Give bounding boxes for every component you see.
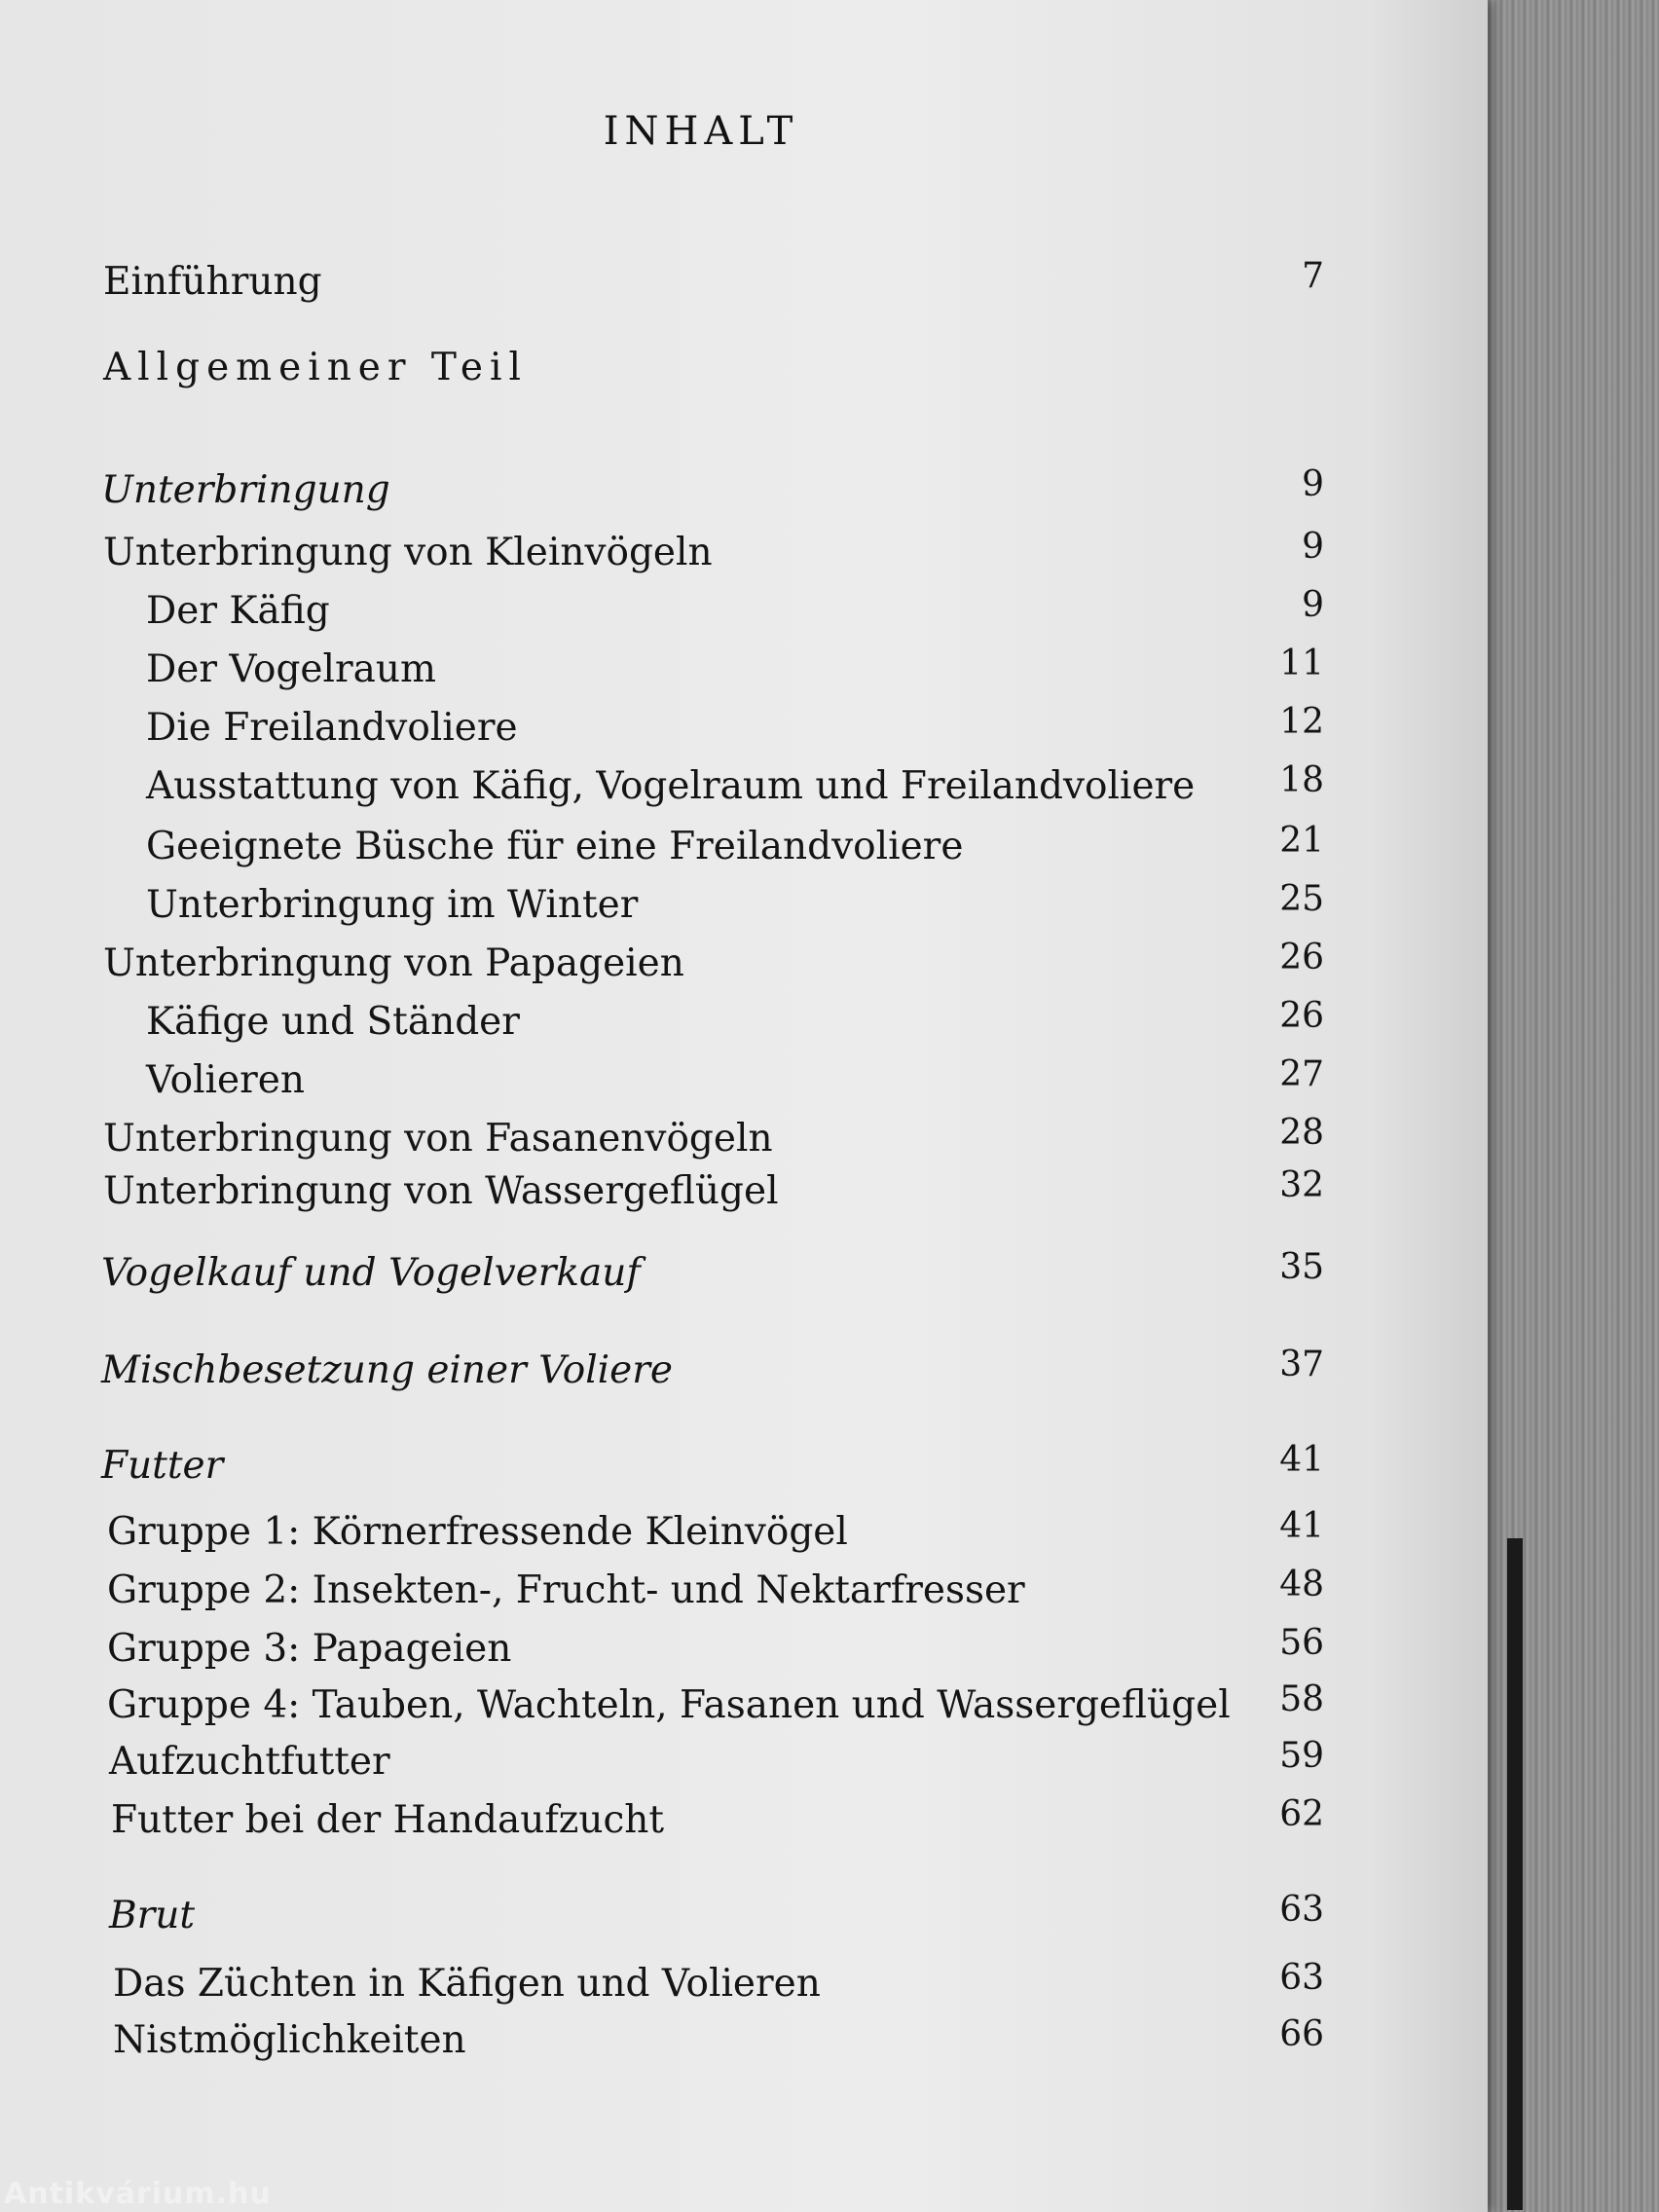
toc-entry-label: Einführung [103, 260, 322, 304]
toc-entry-page: 18 [1279, 760, 1324, 800]
toc-subentry [0, 878, 1324, 939]
toc-entry-page: 62 [1279, 1794, 1324, 1834]
toc-entry-label: Unterbringung von Wassergeflügel [103, 1169, 779, 1213]
toc-entry-label: Unterbringung von Papageien [103, 941, 684, 985]
toc-section-heading [0, 1246, 1324, 1307]
toc-entry [0, 1505, 1324, 1566]
toc-section-heading [0, 1889, 1324, 1949]
toc-entry-page: 48 [1279, 1565, 1324, 1604]
toc-entry [0, 255, 1324, 315]
toc-entry-label: Unterbringung [101, 468, 390, 512]
toc-entry-page: 58 [1279, 1679, 1324, 1719]
toc-entry-page: 32 [1279, 1165, 1324, 1205]
toc-entry-label: Das Züchten in Käfigen und Volieren [113, 1962, 821, 2006]
toc-entry-label: Unterbringung von Fasanenvögeln [103, 1117, 773, 1161]
toc-subentry [0, 584, 1324, 645]
page-title: INHALT [603, 109, 799, 154]
toc-entry-page: 27 [1279, 1054, 1324, 1094]
toc-entry [0, 1622, 1324, 1682]
toc-entry-page: 63 [1279, 1890, 1324, 1930]
toc-entry-label: Käfige und Ständer [146, 1000, 520, 1044]
toc-entry-page: 41 [1279, 1440, 1324, 1480]
toc-part-heading [0, 341, 1324, 401]
toc-entry-page: 7 [1302, 256, 1324, 296]
toc-entry [0, 1564, 1324, 1624]
toc-entry-label: Mischbesetzung einer Voliere [101, 1348, 673, 1392]
toc-entry [0, 1957, 1324, 2017]
book-spine-edge [1507, 1538, 1523, 2210]
toc-entry-label: Gruppe 1: Körnerfressende Kleinvögel [107, 1510, 848, 1554]
toc-entry-page: 56 [1279, 1623, 1324, 1663]
toc-entry-label: Gruppe 2: Insekten-, Frucht- und Nektarfresser [107, 1568, 1025, 1612]
toc-subentry [0, 759, 1324, 820]
toc-entry-page: 9 [1302, 464, 1324, 504]
toc-entry [0, 937, 1324, 997]
toc-entry-page: 41 [1279, 1506, 1324, 1546]
toc-entry-page: 63 [1279, 1958, 1324, 1998]
toc-entry-page: 35 [1279, 1247, 1324, 1287]
toc-entry-page: 26 [1279, 996, 1324, 1036]
toc-entry-label: Brut [109, 1894, 196, 1937]
toc-entry-label: Futter [101, 1444, 224, 1488]
background-surface [1460, 0, 1659, 2212]
toc-entry-page: 21 [1279, 821, 1324, 861]
toc-entry-page: 9 [1302, 527, 1324, 567]
toc-entry [0, 1735, 1324, 1795]
toc-entry-label: Die Freilandvoliere [146, 706, 518, 750]
toc-entry-label: Gruppe 3: Papageien [107, 1627, 512, 1671]
toc-section-heading [0, 1344, 1324, 1404]
toc-entry-page: 66 [1279, 2014, 1324, 2054]
toc-entry-label: Gruppe 4: Tauben, Wachteln, Fasanen und Wassergeflügel [107, 1683, 1231, 1727]
toc-entry-page: 9 [1302, 585, 1324, 625]
toc-entry-page: 26 [1279, 938, 1324, 977]
toc-section-heading [0, 1439, 1324, 1499]
toc-entry [0, 1793, 1324, 1854]
toc-entry-page: 12 [1279, 702, 1324, 742]
toc-entry-label: Der Käfig [146, 589, 330, 633]
toc-entry-label: Geeignete Büsche für eine Freilandvoliere [146, 825, 964, 868]
toc-entry-label: Unterbringung im Winter [146, 883, 639, 927]
toc-subentry [0, 701, 1324, 761]
toc-entry [0, 2013, 1324, 2074]
toc-entry [0, 1164, 1324, 1225]
toc-entry-label: Allgemeiner Teil [103, 346, 528, 389]
toc-entry-label: Nistmöglichkeiten [113, 2018, 466, 2062]
toc-entry [0, 1112, 1324, 1172]
toc-subentry [0, 995, 1324, 1055]
toc-entry-page: 25 [1279, 879, 1324, 919]
toc-entry-label: Ausstattung von Käfig, Vogelraum und Freilandvoliere [146, 764, 1196, 808]
toc-entry [0, 526, 1324, 586]
toc-entry-label: Futter bei der Handaufzucht [111, 1798, 665, 1842]
toc-entry-label: Volieren [146, 1058, 305, 1102]
toc-entry-page: 59 [1279, 1736, 1324, 1776]
toc-entry-label: Unterbringung von Kleinvögeln [103, 531, 713, 574]
watermark: Antikvárium.hu [4, 2177, 272, 2211]
toc-entry-page: 28 [1279, 1113, 1324, 1153]
toc-subentry [0, 820, 1324, 880]
toc-entry-label: Vogelkauf und Vogelverkauf [101, 1251, 641, 1295]
toc-entry-label: Der Vogelraum [146, 647, 436, 691]
toc-subentry [0, 1053, 1324, 1114]
toc-section-heading [0, 463, 1324, 524]
toc-entry-label: Aufzuchtfutter [109, 1740, 390, 1784]
toc-entry-page: 37 [1279, 1345, 1324, 1384]
toc-subentry [0, 643, 1324, 703]
toc-entry [0, 1678, 1324, 1739]
toc-entry-page: 11 [1279, 644, 1324, 683]
